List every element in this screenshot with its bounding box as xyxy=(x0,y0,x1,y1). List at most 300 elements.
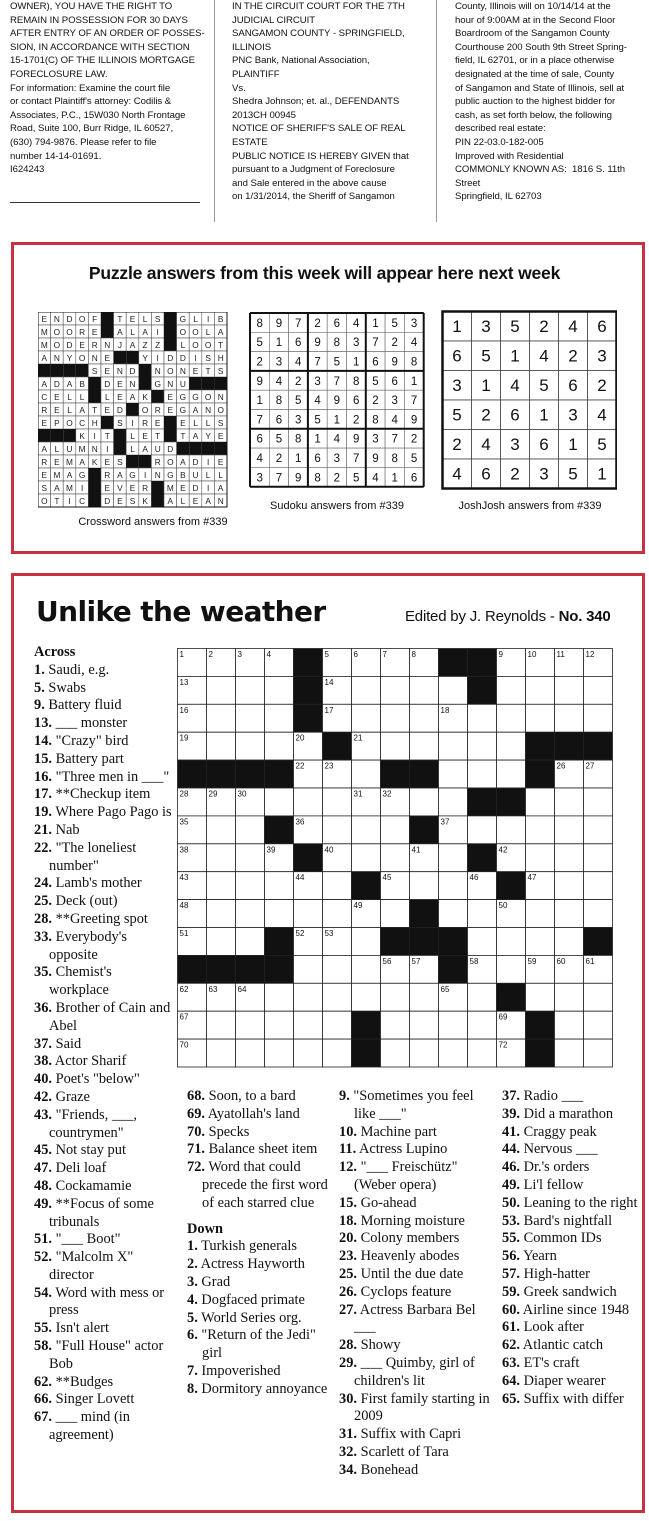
grid-cell[interactable] xyxy=(207,900,236,928)
grid-cell[interactable] xyxy=(468,1011,497,1039)
answer-letter: D xyxy=(179,352,186,363)
grid-cell[interactable] xyxy=(555,788,584,816)
answer-letter: E xyxy=(129,482,136,493)
clue-number: 30 xyxy=(237,789,247,799)
grid-cell[interactable] xyxy=(439,732,468,760)
grid-cell[interactable] xyxy=(497,760,526,788)
grid-block-cell xyxy=(236,955,265,983)
answer-letter: A xyxy=(192,430,199,441)
grid-cell[interactable] xyxy=(526,704,555,732)
sudoku-digit: 5 xyxy=(333,356,341,369)
clue: 22. "The loneliest number" xyxy=(34,839,137,874)
answer-letter: T xyxy=(155,430,161,441)
answer-letter: A xyxy=(129,391,136,402)
answer-letter: S xyxy=(117,456,123,467)
grid-cell[interactable] xyxy=(352,676,381,704)
grid-cell[interactable] xyxy=(584,844,613,872)
clue: 43. "Friends, ___, countrymen" xyxy=(34,1106,138,1141)
answer-letter: R xyxy=(41,456,48,467)
answer-letter: E xyxy=(54,391,60,402)
grid-cell[interactable] xyxy=(526,844,555,872)
grid-cell[interactable] xyxy=(352,816,381,844)
clue: 3. Grad xyxy=(187,1273,231,1290)
legal-line: ESTATE xyxy=(232,136,268,148)
grid-cell[interactable] xyxy=(323,872,352,900)
legal-notice-col3 xyxy=(455,0,645,204)
grid-cell[interactable] xyxy=(352,844,381,872)
answer-letter: L xyxy=(205,417,211,428)
sudoku-digit: 5 xyxy=(256,337,263,350)
answer-letter: E xyxy=(41,469,48,480)
grid-cell[interactable] xyxy=(468,816,497,844)
grid-cell[interactable] xyxy=(497,732,526,760)
grid-cell[interactable] xyxy=(265,1039,294,1067)
joshjosh-digit: 3 xyxy=(539,464,549,484)
grid-block-cell xyxy=(207,760,236,788)
sudoku-digit: 4 xyxy=(275,375,283,388)
answer-letter: L xyxy=(142,313,148,324)
answer-block-cell xyxy=(164,416,177,429)
grid-cell[interactable] xyxy=(410,704,439,732)
answer-letter: L xyxy=(130,326,135,337)
legal-line: PIN 22-03.0-182-005 xyxy=(455,136,544,148)
answer-letter: R xyxy=(154,404,161,415)
grid-cell[interactable] xyxy=(323,983,352,1011)
grid-cell[interactable] xyxy=(207,676,236,704)
clue: 12. "___ Freischütz" (Weber opera) xyxy=(339,1159,458,1193)
grid-cell[interactable] xyxy=(236,704,265,732)
answer-letter: L xyxy=(218,469,224,480)
clue: 26. Cyclops feature xyxy=(339,1283,452,1300)
crossword-answers-caption: Crossword answers from #339 xyxy=(78,516,228,528)
grid-cell[interactable] xyxy=(381,900,410,928)
grid-cell[interactable] xyxy=(526,788,555,816)
sudoku-digit: 9 xyxy=(410,414,418,427)
sudoku-digit: 8 xyxy=(391,452,398,465)
answer-letter: H xyxy=(91,417,98,428)
clue: 15. Go-ahead xyxy=(339,1194,417,1211)
grid-cell[interactable] xyxy=(555,900,584,928)
grid-cell[interactable] xyxy=(265,900,294,928)
sudoku-digit: 4 xyxy=(333,433,341,446)
grid-cell[interactable] xyxy=(468,760,497,788)
grid-cell[interactable] xyxy=(207,732,236,760)
clue: 46. Dr.'s orders xyxy=(502,1159,590,1176)
grid-cell[interactable] xyxy=(352,983,381,1011)
answer-block-cell xyxy=(88,481,101,494)
clue: 37. Said xyxy=(34,1035,82,1052)
grid-cell[interactable] xyxy=(468,928,497,956)
grid-cell[interactable] xyxy=(468,983,497,1011)
grid-cell[interactable] xyxy=(236,676,265,704)
clue-number: 60 xyxy=(556,956,566,966)
grid-cell[interactable] xyxy=(497,816,526,844)
answer-letter: D xyxy=(192,456,199,467)
sudoku-answers-grid xyxy=(249,312,425,492)
sudoku-digit: 3 xyxy=(410,317,418,330)
grid-block-cell xyxy=(584,928,613,956)
legal-line: County, Illinois will on 10/14/14 at the xyxy=(455,1,611,12)
answer-letter: T xyxy=(104,430,110,441)
answer-letter: N xyxy=(205,404,212,415)
clue-number: 21 xyxy=(353,733,363,743)
grid-cell[interactable] xyxy=(294,955,323,983)
grid-cell[interactable] xyxy=(410,872,439,900)
grid-cell[interactable] xyxy=(381,704,410,732)
grid-cell[interactable] xyxy=(584,900,613,928)
grid-cell[interactable] xyxy=(439,900,468,928)
grid-cell[interactable] xyxy=(381,844,410,872)
grid-cell[interactable] xyxy=(294,788,323,816)
answer-letter: S xyxy=(217,417,224,428)
answer-letter: D xyxy=(66,313,73,324)
answer-letter: E xyxy=(79,339,85,350)
grid-cell[interactable] xyxy=(207,816,236,844)
sudoku-digit: 3 xyxy=(372,433,379,446)
answer-letter: A xyxy=(66,378,73,389)
sudoku-digit: 6 xyxy=(410,472,418,485)
clue: 34. Bonehead xyxy=(339,1461,419,1478)
grid-cell[interactable] xyxy=(584,1039,613,1067)
answer-letter: I xyxy=(156,326,159,337)
grid-cell[interactable] xyxy=(410,1011,439,1039)
sudoku-digit: 2 xyxy=(333,472,341,485)
grid-cell[interactable] xyxy=(468,900,497,928)
answer-letter: E xyxy=(104,365,111,376)
grid-cell[interactable] xyxy=(410,983,439,1011)
answer-letter: R xyxy=(91,339,98,350)
grid-cell[interactable] xyxy=(352,760,381,788)
grid-cell[interactable] xyxy=(265,732,294,760)
grid-cell[interactable] xyxy=(584,788,613,816)
sudoku-digit: 3 xyxy=(295,414,302,427)
grid-cell[interactable] xyxy=(207,1039,236,1067)
joshjosh-digit: 3 xyxy=(597,346,607,366)
grid-cell[interactable] xyxy=(236,1039,265,1067)
clue: 38. Actor Sharif xyxy=(34,1053,127,1070)
sudoku-digit: 4 xyxy=(391,414,398,427)
grid-cell[interactable] xyxy=(497,955,526,983)
grid-cell[interactable] xyxy=(497,704,526,732)
clue-number: 64 xyxy=(237,984,247,994)
grid-cell[interactable] xyxy=(381,1039,410,1067)
grid-cell[interactable] xyxy=(555,1039,584,1067)
answer-letter: L xyxy=(104,391,110,402)
grid-cell[interactable] xyxy=(468,704,497,732)
grid-cell[interactable] xyxy=(207,704,236,732)
sudoku-digit: 5 xyxy=(352,472,360,485)
answer-letter: E xyxy=(129,313,136,324)
legal-line: SANGAMON COUNTY - SPRINGFIELD, xyxy=(232,28,405,40)
grid-cell[interactable] xyxy=(323,1039,352,1067)
grid-block-cell xyxy=(410,928,439,956)
grid-cell[interactable] xyxy=(323,955,352,983)
clue: 51. "___ Boot" xyxy=(34,1231,121,1248)
answer-block-cell xyxy=(164,338,177,351)
grid-cell[interactable] xyxy=(410,788,439,816)
legal-line: COMMONLY KNOWN AS: 1816 S. 11th xyxy=(455,164,626,176)
answer-letter: A xyxy=(167,495,174,506)
grid-cell[interactable] xyxy=(584,676,613,704)
joshjosh-digit: 4 xyxy=(539,346,549,366)
grid-cell[interactable] xyxy=(468,1039,497,1067)
grid-block-cell xyxy=(381,928,410,956)
clue-number: 38 xyxy=(179,845,189,855)
clue-number: 41 xyxy=(411,845,421,855)
answer-letter: O xyxy=(41,495,48,506)
grid-cell[interactable] xyxy=(439,760,468,788)
legal-line: Springfield, IL 62703 xyxy=(455,191,542,203)
joshjosh-digit: 4 xyxy=(452,464,462,484)
grid-cell[interactable] xyxy=(526,928,555,956)
grid-cell[interactable] xyxy=(526,816,555,844)
joshjosh-digit: 2 xyxy=(481,405,491,425)
grid-cell[interactable] xyxy=(468,732,497,760)
clue: 19. Where Pago Pago is xyxy=(34,804,172,821)
answer-letter: I xyxy=(131,417,134,428)
grid-cell[interactable] xyxy=(207,1011,236,1039)
legal-line: Road, Suite 100, Burr Ridge, IL 60527, xyxy=(10,123,174,135)
grid-cell[interactable] xyxy=(439,788,468,816)
clue: 41. Craggy peak xyxy=(502,1123,597,1140)
answer-letter: L xyxy=(205,469,211,480)
grid-cell[interactable] xyxy=(207,928,236,956)
grid-cell[interactable] xyxy=(236,900,265,928)
answer-letter: N xyxy=(154,365,161,376)
answer-block-cell xyxy=(151,494,164,507)
grid-cell[interactable] xyxy=(439,872,468,900)
legal-line: Courthouse 200 South 9th Street Spring- xyxy=(455,41,627,53)
answer-letter: A xyxy=(142,326,148,337)
clue: 68. Soon, to a bard xyxy=(187,1088,296,1104)
joshjosh-digit: 2 xyxy=(539,317,549,337)
clue-number: 25 xyxy=(527,761,537,771)
grid-block-cell xyxy=(439,955,468,983)
grid-cell[interactable] xyxy=(555,872,584,900)
answer-letter: O xyxy=(204,339,212,350)
answer-letter: D xyxy=(104,378,111,389)
answer-letter: S xyxy=(129,495,136,506)
answer-letter: D xyxy=(66,339,73,350)
clue-number: 3 xyxy=(237,650,242,659)
grid-cell[interactable] xyxy=(265,676,294,704)
answer-letter: K xyxy=(91,456,98,467)
grid-cell[interactable] xyxy=(323,788,352,816)
answer-letter: E xyxy=(41,417,48,428)
grid-cell[interactable] xyxy=(497,928,526,956)
legal-line: Associates, P.C., 15W030 North Frontage xyxy=(10,109,186,121)
puzzle-number: No. 340 xyxy=(558,608,611,625)
answer-block-cell xyxy=(151,390,164,403)
grid-cell[interactable] xyxy=(439,676,468,704)
grid-cell[interactable] xyxy=(381,816,410,844)
grid-cell[interactable] xyxy=(265,872,294,900)
grid-cell[interactable] xyxy=(323,1011,352,1039)
answer-letter: E xyxy=(104,482,111,493)
grid-cell[interactable] xyxy=(265,788,294,816)
grid-cell[interactable] xyxy=(584,816,613,844)
answer-letter: K xyxy=(142,391,148,402)
grid-block-cell xyxy=(323,732,352,760)
joshjosh-digit: 4 xyxy=(481,435,491,455)
joshjosh-digit: 5 xyxy=(539,376,549,396)
grid-cell[interactable] xyxy=(294,983,323,1011)
grid-cell[interactable] xyxy=(236,872,265,900)
answer-letter: L xyxy=(130,443,135,454)
legal-line: NOTICE OF SHERIFF'S SALE OF REAL xyxy=(232,123,406,135)
clue-number: 56 xyxy=(382,956,392,966)
grid-cell[interactable] xyxy=(439,844,468,872)
clue: 17. **Checkup item xyxy=(34,786,151,803)
grid-cell[interactable] xyxy=(381,732,410,760)
answer-letter: K xyxy=(79,430,85,441)
answer-letter: O xyxy=(192,326,199,337)
answer-letter: O xyxy=(66,417,73,428)
grid-block-cell xyxy=(352,872,381,900)
grid-cell[interactable] xyxy=(410,676,439,704)
down-heading: Down xyxy=(187,1220,223,1237)
legal-line: 15-1701(C) OF THE ILLINOIS MORTGAGE xyxy=(10,55,196,67)
answer-letter: E xyxy=(192,365,199,376)
answer-letter: O xyxy=(217,404,224,415)
grid-cell[interactable] xyxy=(555,983,584,1011)
answer-block-cell xyxy=(88,377,101,390)
clue: 67. ___ mind (in agreement) xyxy=(34,1409,130,1444)
answer-block-cell xyxy=(88,468,101,481)
answer-letter: J xyxy=(117,339,122,350)
answer-letter: O xyxy=(192,339,199,350)
legal-line: ILLINOIS xyxy=(232,41,272,53)
grid-cell[interactable] xyxy=(207,872,236,900)
answer-letter: A xyxy=(79,404,85,415)
grid-cell[interactable] xyxy=(555,1011,584,1039)
legal-line: designated at the time of sale, County xyxy=(455,68,615,80)
grid-cell[interactable] xyxy=(352,928,381,956)
grid-cell[interactable] xyxy=(265,983,294,1011)
grid-cell[interactable] xyxy=(236,844,265,872)
crossword-grid[interactable] xyxy=(177,648,613,1068)
grid-cell[interactable] xyxy=(323,816,352,844)
sudoku-digit: 8 xyxy=(256,317,263,330)
answer-letter: E xyxy=(104,352,111,363)
grid-cell[interactable] xyxy=(497,676,526,704)
answer-letter: D xyxy=(129,365,136,376)
answer-letter: R xyxy=(104,469,111,480)
clue: 4. Dogfaced primate xyxy=(187,1291,305,1308)
clue: 55. Common IDs xyxy=(502,1230,602,1247)
grid-cell[interactable] xyxy=(410,732,439,760)
answer-letter: G xyxy=(179,313,187,324)
clue-number: 35 xyxy=(179,817,189,827)
grid-cell[interactable] xyxy=(236,1011,265,1039)
sudoku-digit: 9 xyxy=(314,337,321,350)
grid-cell[interactable] xyxy=(236,732,265,760)
grid-cell[interactable] xyxy=(323,900,352,928)
grid-cell[interactable] xyxy=(265,704,294,732)
grid-cell[interactable] xyxy=(381,1011,410,1039)
grid-cell[interactable] xyxy=(236,816,265,844)
answer-letter: R xyxy=(142,417,149,428)
legal-line: or contact Plaintiff's attorney: Codilis & xyxy=(10,96,172,108)
joshjosh-digit: 6 xyxy=(539,435,549,455)
clue-number: 69 xyxy=(498,1012,508,1022)
grid-cell[interactable] xyxy=(526,676,555,704)
grid-cell[interactable] xyxy=(555,844,584,872)
grid-cell[interactable] xyxy=(555,928,584,956)
answer-letter: G xyxy=(179,391,187,402)
clue: 59. Greek sandwich xyxy=(502,1283,617,1300)
answer-letter: T xyxy=(117,313,123,324)
answer-letter: M xyxy=(40,326,48,337)
grid-cell[interactable] xyxy=(555,704,584,732)
answer-letter: T xyxy=(180,430,186,441)
clue: 9. Battery fluid xyxy=(34,697,122,714)
sudoku-digit: 7 xyxy=(333,375,341,388)
grid-cell[interactable] xyxy=(294,1039,323,1067)
grid-cell[interactable] xyxy=(381,983,410,1011)
grid-cell[interactable] xyxy=(584,983,613,1011)
grid-cell[interactable] xyxy=(294,900,323,928)
grid-cell[interactable] xyxy=(439,1039,468,1067)
grid-cell[interactable] xyxy=(236,928,265,956)
grid-cell[interactable] xyxy=(584,704,613,732)
clue-number: 51 xyxy=(179,929,189,938)
joshjosh-digit: 5 xyxy=(597,435,607,455)
clue-number: 14 xyxy=(324,677,334,687)
grid-cell[interactable] xyxy=(439,1011,468,1039)
grid-cell[interactable] xyxy=(584,1011,613,1039)
sudoku-digit: 8 xyxy=(372,414,379,427)
sudoku-digit: 7 xyxy=(410,395,418,408)
clue-number: 42 xyxy=(498,845,508,855)
clue: 35. Chemist's workplace xyxy=(34,964,112,999)
answer-letter: I xyxy=(206,456,210,467)
grid-cell[interactable] xyxy=(207,844,236,872)
grid-cell[interactable] xyxy=(265,1011,294,1039)
grid-cell[interactable] xyxy=(526,900,555,928)
legal-line: Shedra Johnson; et. al., DEFENDANTS xyxy=(232,96,400,108)
grid-cell[interactable] xyxy=(410,1039,439,1067)
puzzle-title: Unlike the weather xyxy=(36,595,326,628)
grid-cell[interactable] xyxy=(381,676,410,704)
joshjosh-digit: 1 xyxy=(481,376,491,396)
legal-line: field, IL 62701, or in a place otherwise xyxy=(455,55,615,67)
clue: 2. Actress Hayworth xyxy=(187,1256,305,1273)
clues-column-4 xyxy=(502,1088,638,1408)
answer-letter: S xyxy=(205,352,211,363)
clue-number: 46 xyxy=(469,873,479,883)
grid-cell[interactable] xyxy=(352,955,381,983)
grid-cell[interactable] xyxy=(526,983,555,1011)
grid-block-cell xyxy=(178,955,207,983)
clue-number: 61 xyxy=(585,956,595,966)
grid-cell[interactable] xyxy=(584,872,613,900)
grid-cell[interactable] xyxy=(294,1011,323,1039)
grid-cell[interactable] xyxy=(555,816,584,844)
grid-cell[interactable] xyxy=(352,704,381,732)
clue: 53. Bard's nightfall xyxy=(502,1212,613,1229)
answer-letter: E xyxy=(91,326,98,337)
answer-letter: I xyxy=(156,352,159,363)
clue-number: 43 xyxy=(179,873,189,883)
grid-cell[interactable] xyxy=(555,676,584,704)
clue: 65. Suffix with differ xyxy=(502,1390,624,1407)
legal-line: public auction to the highest bidder for xyxy=(455,96,616,108)
joshjosh-digit: 6 xyxy=(568,376,578,396)
answer-block-cell xyxy=(151,481,164,494)
clue-number: 57 xyxy=(411,956,421,966)
answer-block-cell xyxy=(139,377,152,390)
